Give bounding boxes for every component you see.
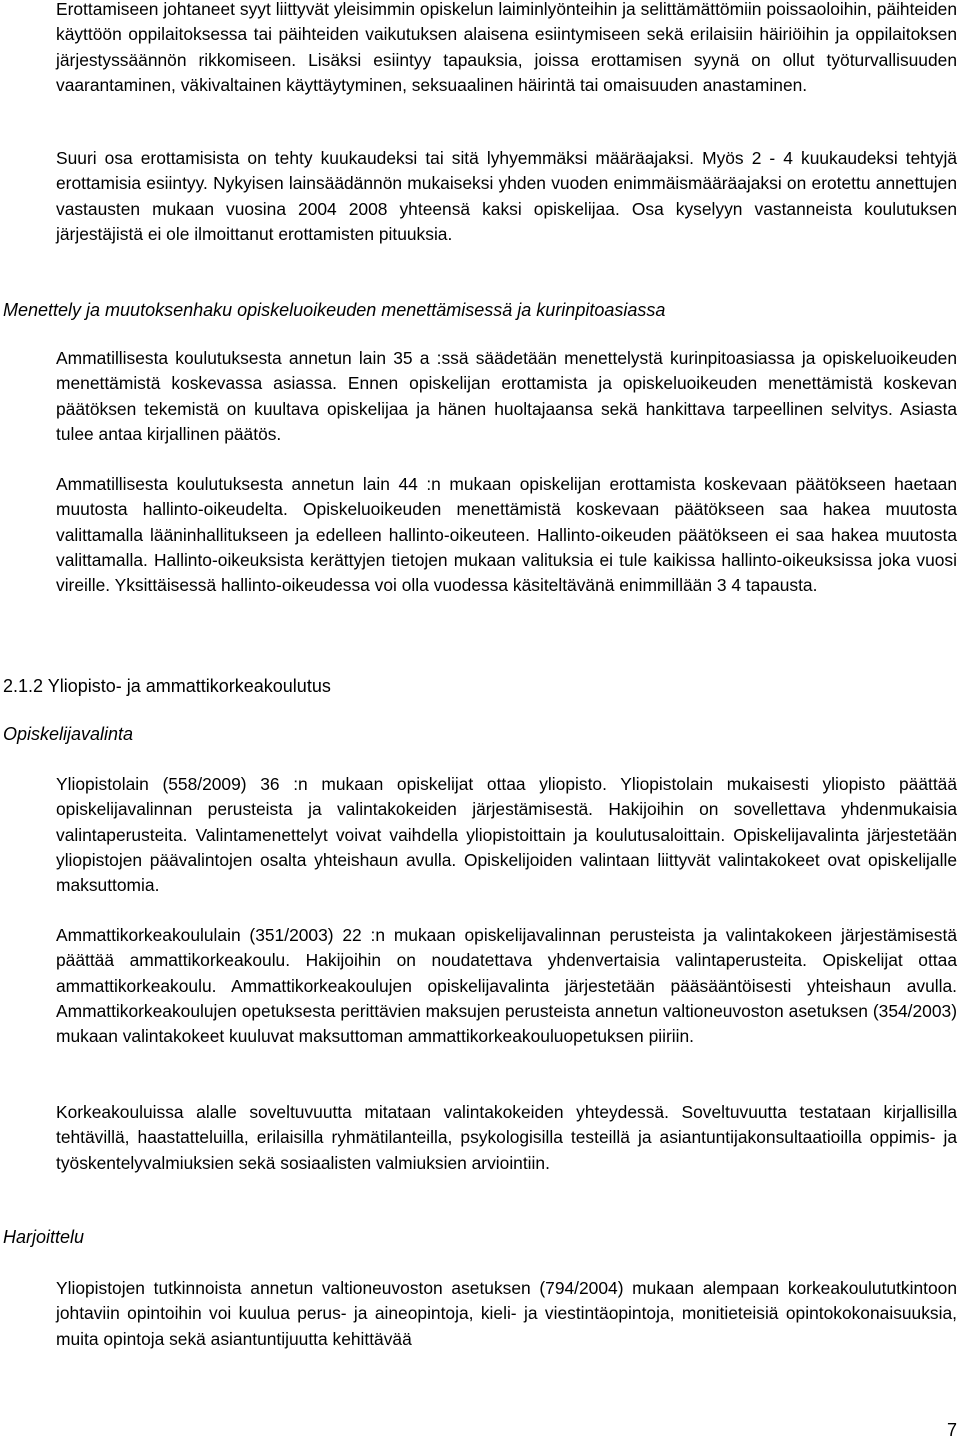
heading-internship: Harjoittelu	[3, 1227, 85, 1247]
page-number: 7	[946, 1420, 957, 1440]
paragraph-expulsion-durations: Suuri osa erottamisista on tehty kuukaudeksi tai sitä lyhyemmäksi määräajaksi. Myös 2 - 4 kuukaudeksi tehtyjä erottamisia esiintyy. Nykyisen lainsäädännön mukaiseksi yhden vuoden enimmäismääräajaksi on erotettu annettujen vastausten mukaan vuosina 2004 2008 yhteensä kaksi opiskelijaa. Osa kyselyyn vastanneista koulutuksen järjestäjistä ei ole ilmoittanut erottamisten pituuksia.	[56, 148, 957, 244]
paragraph-expulsion-reasons: Erottamiseen johtaneet syyt liittyvät yleisimmin opiskelun laiminlyönteihin ja selittämättömiin poissaoloihin, päihteiden käyttöön oppilaitoksessa tai päihteiden vaikutuksen alaisena esiintymiseen sekä erilaisiin häiriöihin ja oppilaitoksen järjestyssäännön rikkomiseen. Lisäksi esiintyy tapauksia, joissa erottamisen syynä on ollut työturvallisuuden vaarantaminen, väkivaltainen käyttäytyminen, seksuaalinen häirintä tai omaisuuden anastaminen.	[56, 0, 957, 95]
paragraph-university-selection: Yliopistolain (558/2009) 36 :n mukaan opiskelijat ottaa yliopisto. Yliopistolain mukaisesti yliopisto päättää opiskelijavalinnan perusteista ja valintakokeiden järjestämisestä. Hakijoihin on sovellettava yhdenmukaisia valintaperusteita. Valintamenettelyt voivat vaihdella yliopistoittain ja koulutusaloittain. Opiskelijavalinta järjestetään yliopistojen päävalintojen osalta yhteishaun avulla. Opiskelijoiden valintaan liittyvät valintakokeet ovat opiskelijalle maksuttomia.	[56, 774, 957, 896]
paragraph-aptitude-testing: Korkeakouluissa alalle soveltuvuutta mitataan valintakokeiden yhteydessä. Soveltuvuutta testataan kirjallisilla tehtävillä, haastatteluilla, erilaisilla ryhmätilanteilla, psykologisilla testeillä ja asiantuntijakonsultaatioilla oppimis- ja työskentelyvalmiuksien sekä sosiaalisten valmiuksien arviointiin.	[56, 1102, 957, 1173]
paragraph-procedure: Ammatillisesta koulutuksesta annetun lain 35 a :ssä säädetään menettelystä kurinpitoasiassa ja opiskeluoikeuden menettämistä koskevassa asiassa. Ennen opiskelijan erottamista ja opiskeluoikeuden menettämistä koskevan päätöksen tekemistä on kuultava opiskelijaa ja hänen huoltajaansa sekä hankittava tarpeellinen selvitys. Asiasta tulee antaa kirjallinen päätös.	[56, 348, 957, 444]
heading-student-selection: Opiskelijavalinta	[3, 724, 134, 744]
paragraph-polytechnic-selection: Ammattikorkeakoululain (351/2003) 22 :n mukaan opiskelijavalinnan perusteista ja valintakokeen järjestämisestä päättää ammattikorkeakoulu. Hakijoihin on noudatettava yhdenvertaisia valintaperusteita. Opiskelijat ottaa ammattikorkeakoulu. Ammattikorkeakoulujen opiskelijavalinta järjestetään pääsääntöisesti yhteishaun avulla. Ammattikorkeakoulujen opetuksesta perittävien maksujen perusteista annetun valtioneuvoston asetuksen (354/2003) mukaan valintakokeet kuuluvat maksuttoman ammattikorkeakouluopetuksen piiriin.	[56, 925, 957, 1047]
heading-procedure-and-appeal: Menettely ja muutoksenhaku opiskeluoikeuden menettämisessä ja kurinpitoasiassa	[3, 300, 666, 320]
section-heading-university: 2.1.2 Yliopisto- ja ammattikorkeakoulutus	[3, 676, 331, 696]
paragraph-appeal: Ammatillisesta koulutuksesta annetun lain 44 :n mukaan opiskelijan erottamista koskevaan päätökseen haetaan muutosta hallinto-oikeudelta. Opiskeluoikeuden menettämistä koskevaan päätökseen saa hakea muutosta valittamalla lääninhallitukseen ja edelleen hallinto-oikeuteen. Hallinto-oikeuden päätökseen ei saa hakea muutosta valittamalla. Hallinto-oikeuksista kerättyjen tietojen mukaan valituksia ei tule kaikissa hallinto-oikeuksissa joka vuosi vireille. Yksittäisessä hallinto-oikeudessa voi olla vuodessa käsiteltävänä enimmillään 3 4 tapausta.	[56, 474, 957, 596]
paragraph-degree-studies: Yliopistojen tutkinnoista annetun valtioneuvoston asetuksen (794/2004) mukaan alempaan korkeakoulututkintoon johtaviin opintoihin voi kuulua perus- ja aineopintoja, kieli- ja viestintäopintoja, monitieteisiä opintokokonaisuuksia, muita opintoja sekä asiantuntijuutta kehittävää	[56, 1278, 957, 1349]
